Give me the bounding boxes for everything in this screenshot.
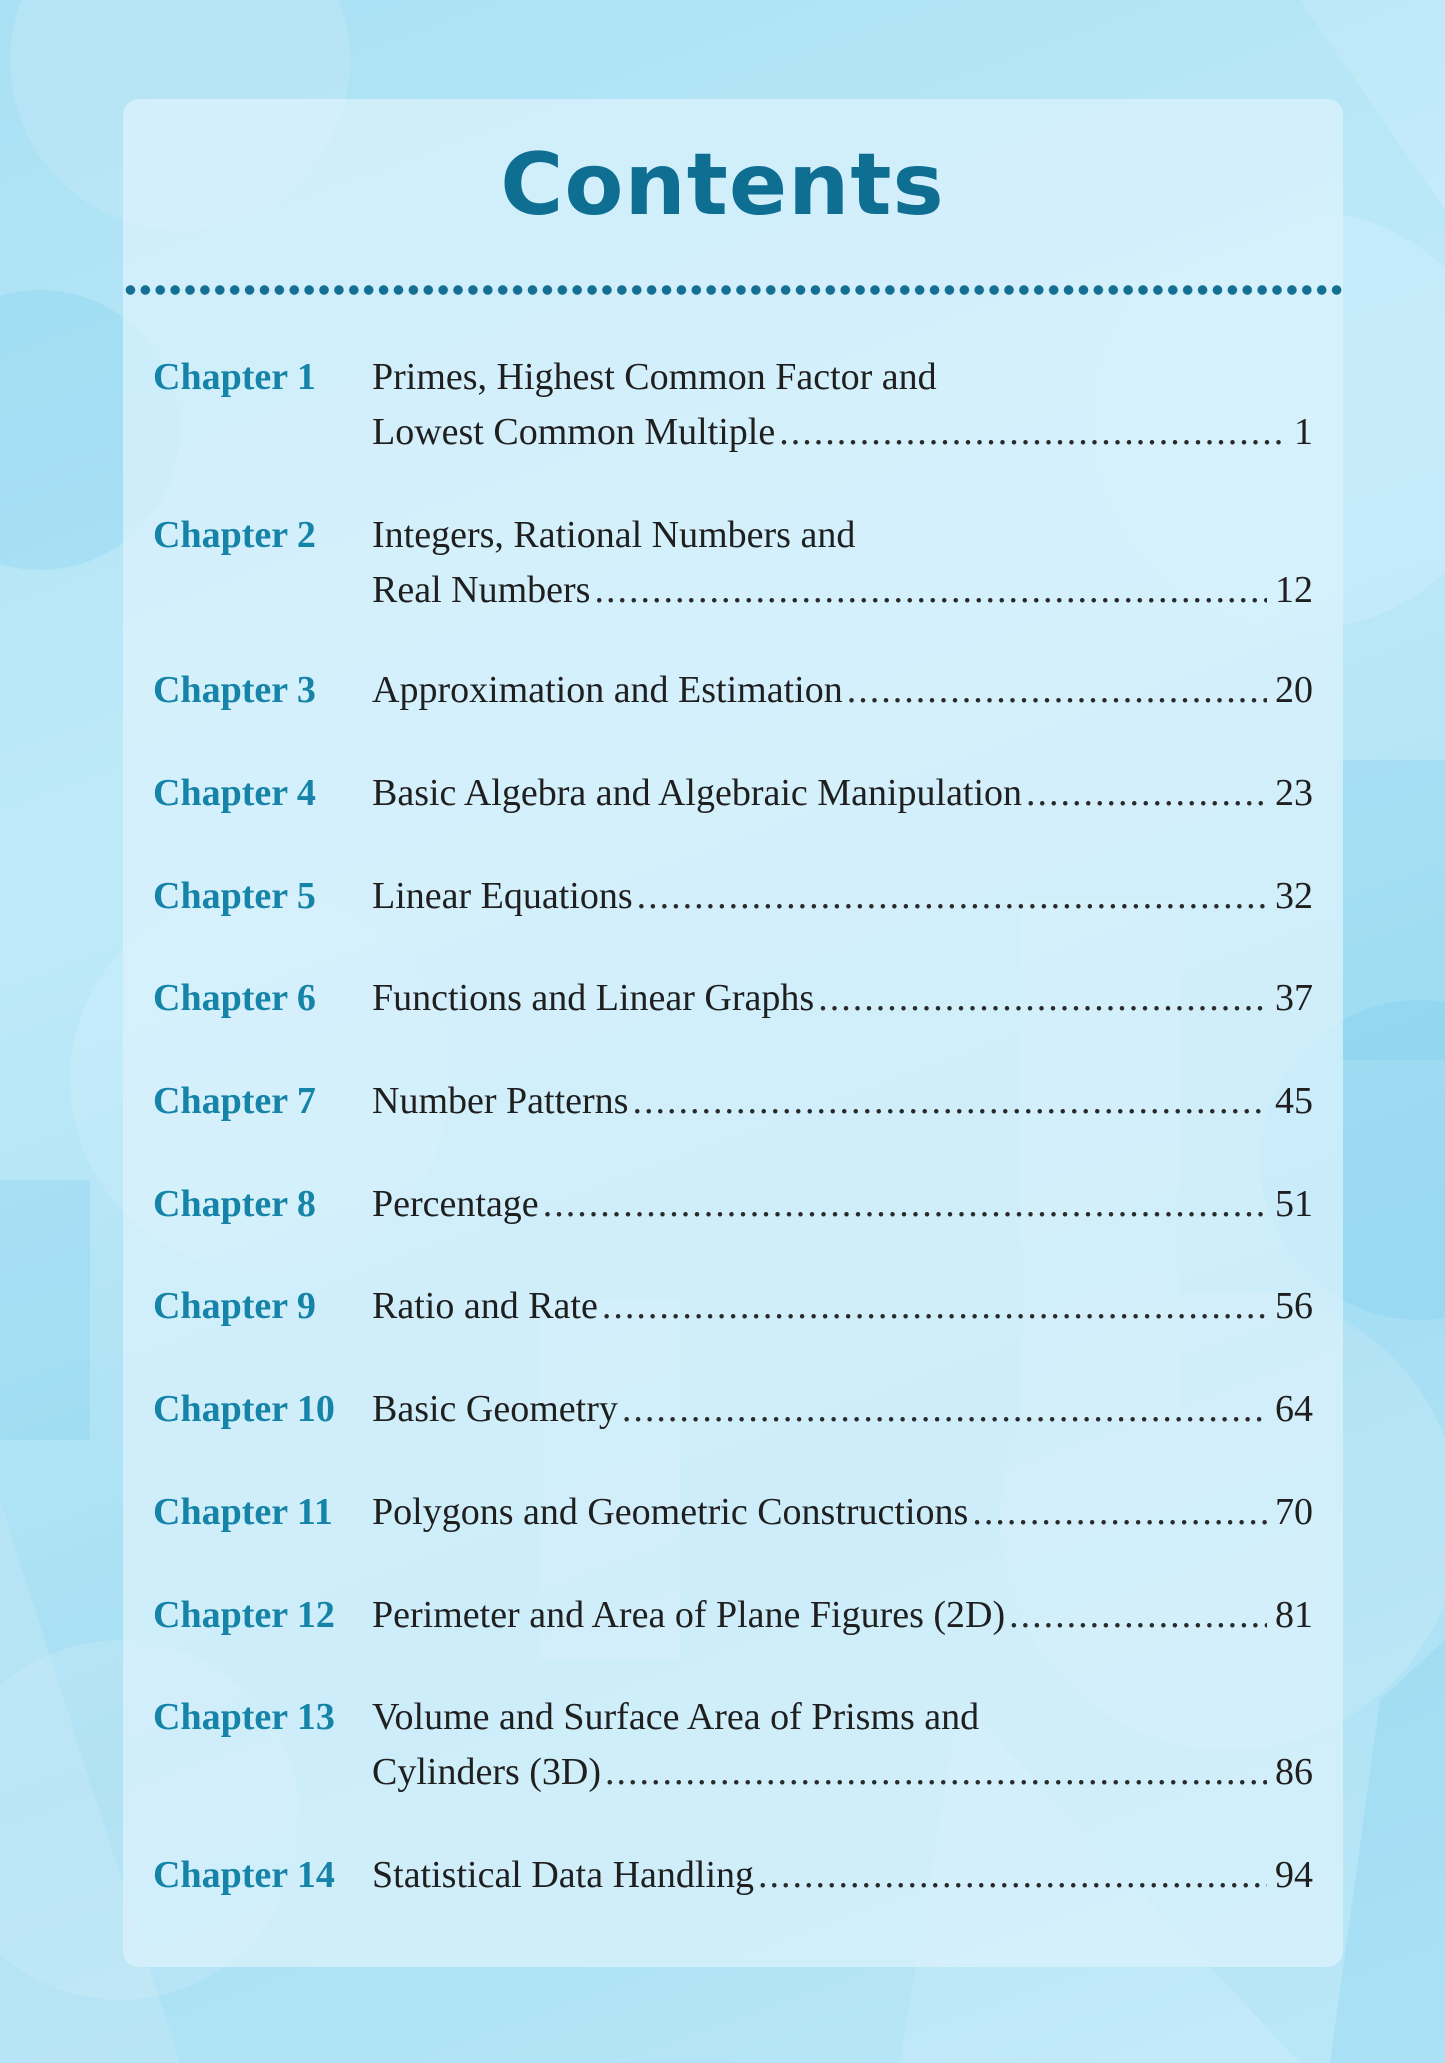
- chapter-label: Chapter 6: [153, 977, 316, 1019]
- chapter-label: Chapter 10: [153, 1388, 335, 1430]
- page-number: 94: [1275, 1854, 1313, 1896]
- chapter-label: Chapter 12: [153, 1594, 335, 1636]
- chapter-label: Chapter 9: [153, 1285, 316, 1327]
- dot-leader: [847, 663, 1267, 718]
- chapter-title: Percentage: [372, 1183, 539, 1225]
- page-number: 1: [1294, 411, 1313, 453]
- chapter-label: Chapter 13: [153, 1696, 335, 1738]
- page-number: 86: [1275, 1751, 1313, 1793]
- chapter-title: Number Patterns: [372, 1080, 629, 1122]
- dot-leader: [779, 405, 1286, 460]
- chapter-title-line1: Volume and Surface Area of Prisms and: [372, 1696, 980, 1738]
- dot-leader: [758, 1848, 1267, 1903]
- page-number: 20: [1275, 669, 1313, 711]
- dot-leader: [622, 1382, 1267, 1437]
- chapter-title-line2: Lowest Common Multiple: [372, 411, 776, 453]
- page-number: 51: [1275, 1183, 1313, 1225]
- dotted-divider: [123, 283, 1345, 297]
- chapter-label: Chapter 11: [153, 1491, 333, 1533]
- dot-leader: [818, 971, 1267, 1026]
- chapter-title-line1: Integers, Rational Numbers and: [372, 514, 856, 556]
- chapter-label: Chapter 1: [153, 356, 316, 398]
- chapter-label: Chapter 14: [153, 1854, 335, 1896]
- chapter-title: Approximation and Estimation: [372, 669, 843, 711]
- chapter-title: Polygons and Geometric Constructions: [372, 1491, 969, 1533]
- chapter-title-line2: Real Numbers: [372, 569, 591, 611]
- chapter-title: Functions and Linear Graphs: [372, 977, 815, 1019]
- page-number: 81: [1275, 1594, 1313, 1636]
- chapter-title: Perimeter and Area of Plane Figures (2D): [372, 1594, 1006, 1636]
- chapter-label: Chapter 7: [153, 1080, 316, 1122]
- chapter-label: Chapter 2: [153, 514, 316, 556]
- dot-leader: [602, 1279, 1267, 1334]
- dot-leader: [1026, 766, 1267, 821]
- page-number: 56: [1275, 1285, 1313, 1327]
- chapter-label: Chapter 3: [153, 669, 316, 711]
- dot-leader: [637, 869, 1267, 924]
- page-title: Contents: [500, 135, 945, 235]
- chapter-title-line2: Cylinders (3D): [372, 1751, 602, 1793]
- dot-leader: [632, 1074, 1267, 1129]
- dot-leader: [605, 1745, 1267, 1800]
- chapter-label: Chapter 4: [153, 772, 316, 814]
- chapter-title: Statistical Data Handling: [372, 1854, 755, 1896]
- chapter-title-line1: Primes, Highest Common Factor and: [372, 356, 937, 398]
- chapter-label: Chapter 5: [153, 875, 316, 917]
- dot-leader: [594, 563, 1267, 618]
- dot-leader: [972, 1485, 1267, 1540]
- chapter-title: Ratio and Rate: [372, 1285, 598, 1327]
- page-number: 37: [1275, 977, 1313, 1019]
- dot-leader: [1009, 1588, 1267, 1643]
- page-number: 23: [1275, 772, 1313, 814]
- page-number: 64: [1275, 1388, 1313, 1430]
- page-number: 70: [1275, 1491, 1313, 1533]
- chapter-title: Basic Algebra and Algebraic Manipulation: [372, 772, 1023, 814]
- chapter-label: Chapter 8: [153, 1183, 316, 1225]
- chapter-title: Linear Equations: [372, 875, 633, 917]
- dot-leader: [543, 1177, 1267, 1232]
- page-number: 12: [1275, 569, 1313, 611]
- page-number: 45: [1275, 1080, 1313, 1122]
- page-number: 32: [1275, 875, 1313, 917]
- chapter-title: Basic Geometry: [372, 1388, 618, 1430]
